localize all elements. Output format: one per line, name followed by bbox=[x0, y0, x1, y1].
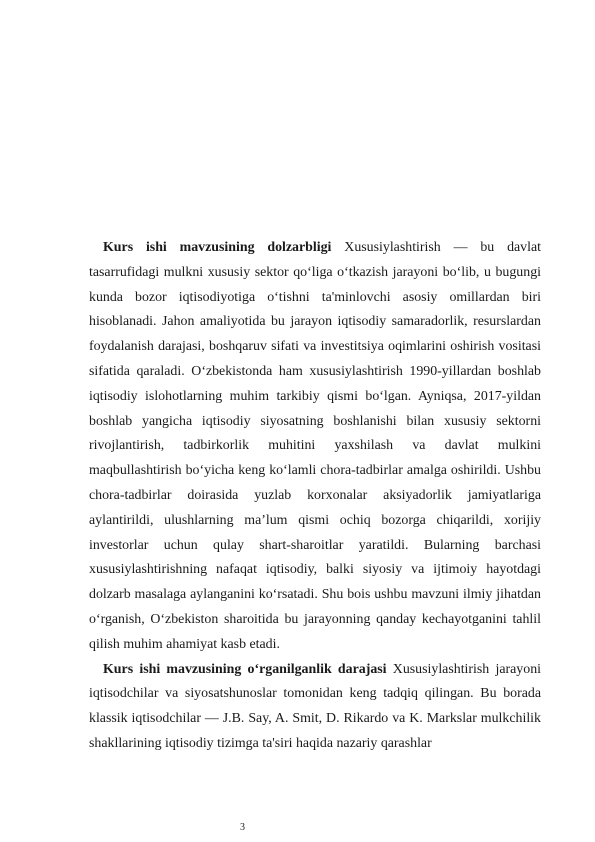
paragraph-text-relevance: Xususiylashtirish — bu davlat tasarrufidagi mulkni xususiy sektor qo‘liga o‘tkazish jarayoni bo‘lib, u bugungi kunda bozor iqtisodiyotiga o‘tishni ta'minlovchi asosiy omillardan biri hisoblanadi. Jahon amaliyotida bu jarayon iqtisodiy samaradorlik, resurslardan foydalanish darajasi, boshqaruv sifati va investitsiya oqimlarini oshirish vositasi sifatida qaraladi. O‘zbekistonda ham xususiylashtirish 1990-yillardan boshlab iqtisodiy islohotlarning muhim tarkibiy qismi bo‘lgan. Ayniqsa, 2017-yildan boshlab yangicha iqtisodiy siyosatning boshlanishi bilan xususiy sektorni rivojlantirish, tadbirkorlik muhitini yaxshilash va davlat mulkini maqbullashtirish bo‘yicha keng ko‘lamli chora-tadbirlar amalga oshirildi. Ushbu chora-tadbirlar doirasida yuzlab korxonalar aksiyadorlik jamiyatlariga aylantirildi, ulushlarning ma’lum qismi ochiq bozorga chiqarildi, xorijiy investorlar uchun qulay shart-sharoitlar yaratildi. Bularning barchasi xususiylashtirishning nafaqat iqtisodiy, balki siyosiy va ijtimoiy hayotdagi dolzarb masalaga aylanganini ko‘rsatadi. Shu bois ushbu mavzuni ilmiy jihatdan o‘rganish, O‘zbekiston sharoitida bu jarayonning qanday kechayotganini tahlil qilish muhim ahamiyat kasb etadi. bbox=[89, 240, 542, 652]
section-heading-relevance: Kurs ishi mavzusining dolzarbligi bbox=[103, 240, 332, 255]
paragraph-relevance bbox=[89, 236, 541, 658]
body-text bbox=[89, 236, 541, 757]
page-number: 3 bbox=[240, 822, 245, 833]
section-heading-study-degree: Kurs ishi mavzusining o‘rganilganlik darajasi bbox=[103, 661, 387, 677]
paragraph-text-study-degree: Xususiylashtirish jarayoni iqtisodchilar va siyosatshunoslar tomonidan keng tadqiq qilingan. Bu borada klassik iqtisodchilar — J.B. Say, A. Smit, D. Rikardo va K. Markslar mulkchilik shakllarining iqtisodiy tizimga ta'siri haqida nazariy qarashlar bbox=[89, 661, 541, 751]
paragraph-study-degree bbox=[89, 658, 541, 757]
